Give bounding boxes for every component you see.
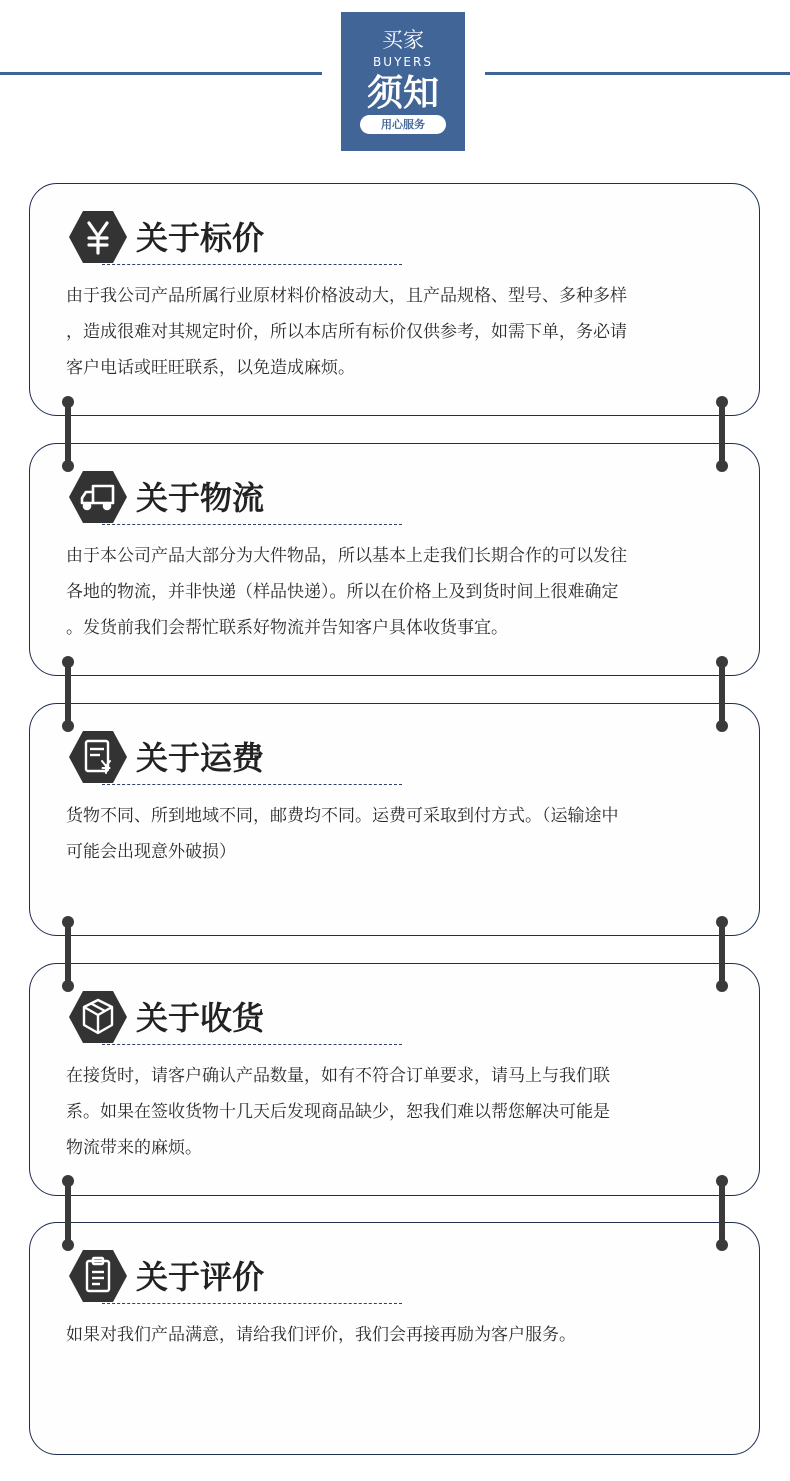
badge-title-en: BUYERS [373, 55, 433, 69]
body-line: 可能会出现意外破损） [66, 842, 236, 862]
card-logistics [29, 443, 760, 676]
body-line: 客户电话或旺旺联系，以免造成麻烦。 [66, 358, 355, 378]
badge-pill: 用心服务 [360, 115, 446, 134]
body-line: 货物不同、所到地域不同，邮费均不同。运费可采取到付方式。（运输途中 [66, 806, 619, 826]
card-receiving [29, 963, 760, 1196]
card-title: 关于标价 [136, 219, 265, 257]
truck-icon [68, 469, 128, 525]
card-body [66, 1317, 734, 1353]
card-review [29, 1222, 760, 1455]
header-rule-left [0, 72, 322, 75]
badge-title-big: 须知 [366, 73, 439, 114]
title-underline [102, 524, 402, 525]
badge-title-cn: 买家 [382, 28, 424, 52]
body-line: 由于本公司产品大部分为大件物品，所以基本上走我们长期合作的可以发往 [66, 546, 627, 566]
body-line: ，造成很难对其规定时价，所以本店所有标价仅供参考，如需下单，务必请 [66, 322, 627, 342]
connector-left [65, 662, 71, 726]
body-line: 在接货时，请客户确认产品数量，如有不符合订单要求，请马上与我们联 [66, 1066, 610, 1086]
card-title: 关于收货 [136, 999, 265, 1037]
title-underline [102, 264, 402, 265]
card-body [66, 1058, 734, 1166]
card-body [66, 278, 734, 386]
card-title: 关于运费 [136, 739, 265, 777]
body-line: 由于我公司产品所属行业原材料价格波动大，且产品规格、型号、多种多样 [66, 286, 627, 306]
card-pricing [29, 183, 760, 416]
card-title: 关于评价 [136, 1258, 265, 1296]
connector-left [65, 922, 71, 986]
title-underline [102, 784, 402, 785]
connector-left [65, 402, 71, 466]
body-line: 系。如果在签收货物十几天后发现商品缺少，恕我们难以帮您解决可能是 [66, 1102, 610, 1122]
card-body [66, 798, 734, 870]
card-body [66, 538, 734, 646]
card-shipping-fee [29, 703, 760, 936]
clipboard-icon [68, 1248, 128, 1304]
connector-right [719, 1181, 725, 1245]
card-title: 关于物流 [136, 479, 265, 517]
package-icon [68, 989, 128, 1045]
connector-right [719, 662, 725, 726]
connector-right [719, 922, 725, 986]
yen-icon [68, 209, 128, 265]
title-underline [102, 1303, 402, 1304]
header-rule-right [485, 72, 790, 75]
connector-left [65, 1181, 71, 1245]
body-line: 。发货前我们会帮忙联系好物流并告知客户具体收货事宜。 [66, 618, 508, 638]
buyers-notice-badge [341, 12, 465, 151]
body-line: 如果对我们产品满意，请给我们评价，我们会再接再励为客户服务。 [66, 1325, 576, 1345]
title-underline [102, 1044, 402, 1045]
connector-right [719, 402, 725, 466]
body-line: 各地的物流，并非快递（样品快递）。所以在价格上及到货时间上很难确定 [66, 582, 619, 602]
body-line: 物流带来的麻烦。 [66, 1138, 202, 1158]
invoice-icon [68, 729, 128, 785]
